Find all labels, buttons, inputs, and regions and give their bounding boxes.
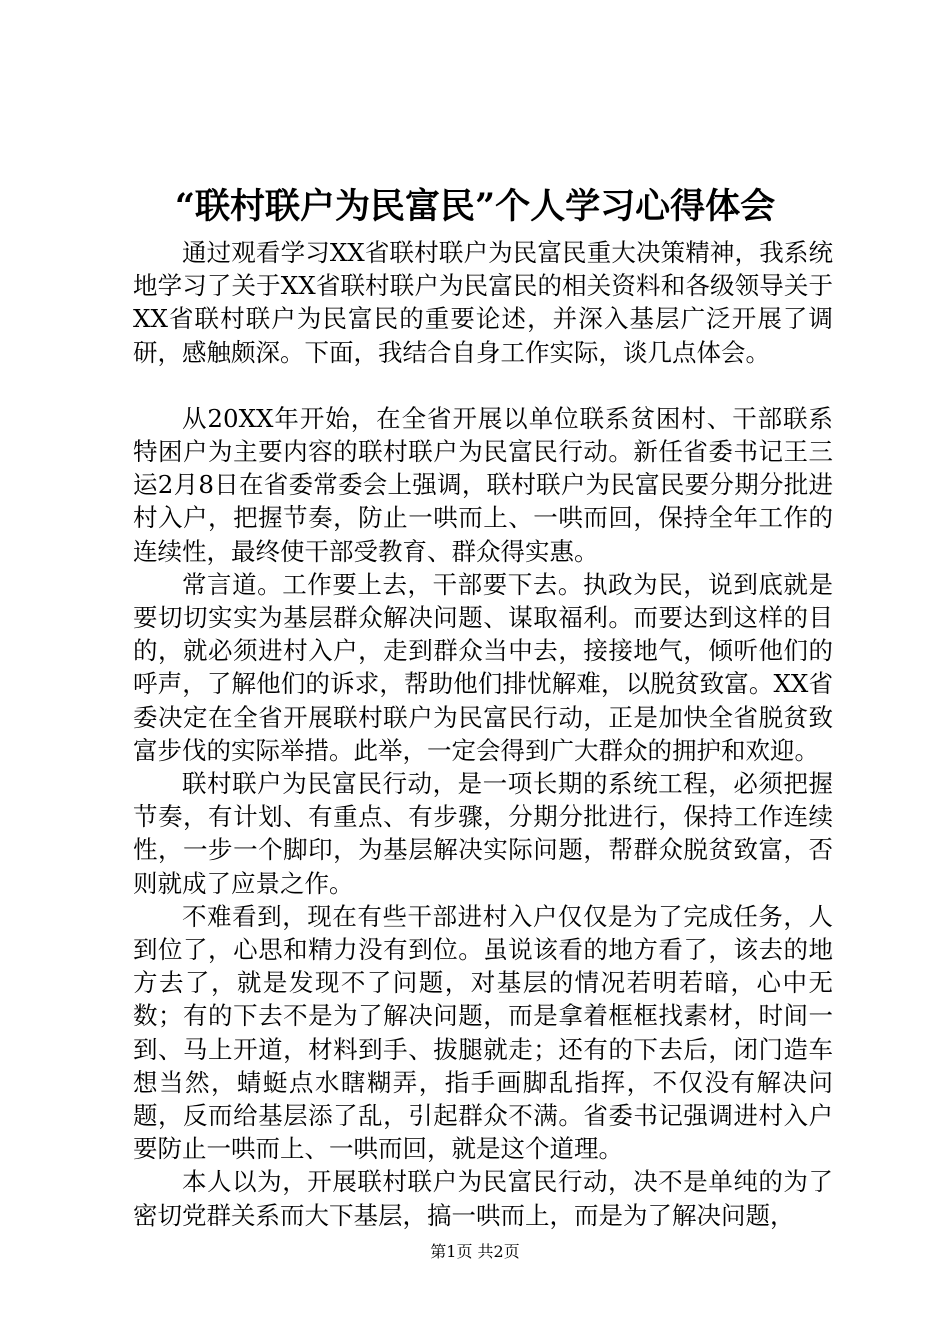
paragraph-1: 通过观看学习XX省联村联户为民富民重大决策精神，我系统地学习了关于XX省联村联户为民富民的相关资料和各级领导关于XX省联村联户为民富民的重要论述，并深入基层广泛开展了调研，感触颇深。下面，我结合自身工作实际，谈几点体会。: [133, 238, 833, 367]
paragraph-6: 本人以为，开展联村联户为民富民行动，决不是单纯的为了密切党群关系而大下基层，搞一哄而上，而是为了解决问题，: [133, 1167, 833, 1230]
paragraph-2: 从20XX年开始，在全省开展以单位联系贫困村、干部联系特困户为主要内容的联村联户为民富民行动。新任省委书记王三运2月8日在省委常委会上强调，联村联户为民富民要分期分批进村入户，把握节奏，防止一哄而上、一哄而回，保持全年工作的连续性，最终使干部受教育、群众得实惠。: [133, 403, 833, 566]
paragraph-3: 常言道。工作要上去，干部要下去。执政为民，说到底就是要切切实实为基层群众解决问题、谋取福利。而要达到这样的目的，就必须进村入户，走到群众当中去，接接地气，倾听他们的呼声，了解他们的诉求，帮助他们排忧解难，以脱贫致富。XX省委决定在全省开展联村联户为民富民行动，正是加快全省脱贫致富步伐的实际举措。此举，一定会得到广大群众的拥护和欢迎。: [133, 569, 833, 765]
page-footer: 第1页 共2页: [430, 1242, 520, 1261]
document-body: [133, 236, 833, 1232]
paragraph-5: 不难看到，现在有些干部进村入户仅仅是为了完成任务，人到位了，心思和精力没有到位。虽说该看的地方看了，该去的地方去了，就是发现不了问题，对基层的情况若明若暗，心中无数；有的下去不是为了解决问题，而是拿着框框找素材，时间一到、马上开道，材料到手、拔腿就走；还有的下去后，闭门造车想当然，蜻蜓点水瞎糊弄，指手画脚乱指挥，不仅没有解决问题，反而给基层添了乱，引起群众不满。省委书记强调进村入户要防止一哄而上、一哄而回，就是这个道理。: [133, 901, 833, 1164]
document-title: “联村联户为民富民”个人学习心得体会: [174, 186, 776, 227]
paragraph-4: 联村联户为民富民行动，是一项长期的系统工程，必须把握节奏，有计划、有重点、有步骤，分期分批进行，保持工作连续性，一步一个脚印，为基层解决实际问题，帮群众脱贫致富，否则就成了应景之作。: [133, 769, 833, 898]
